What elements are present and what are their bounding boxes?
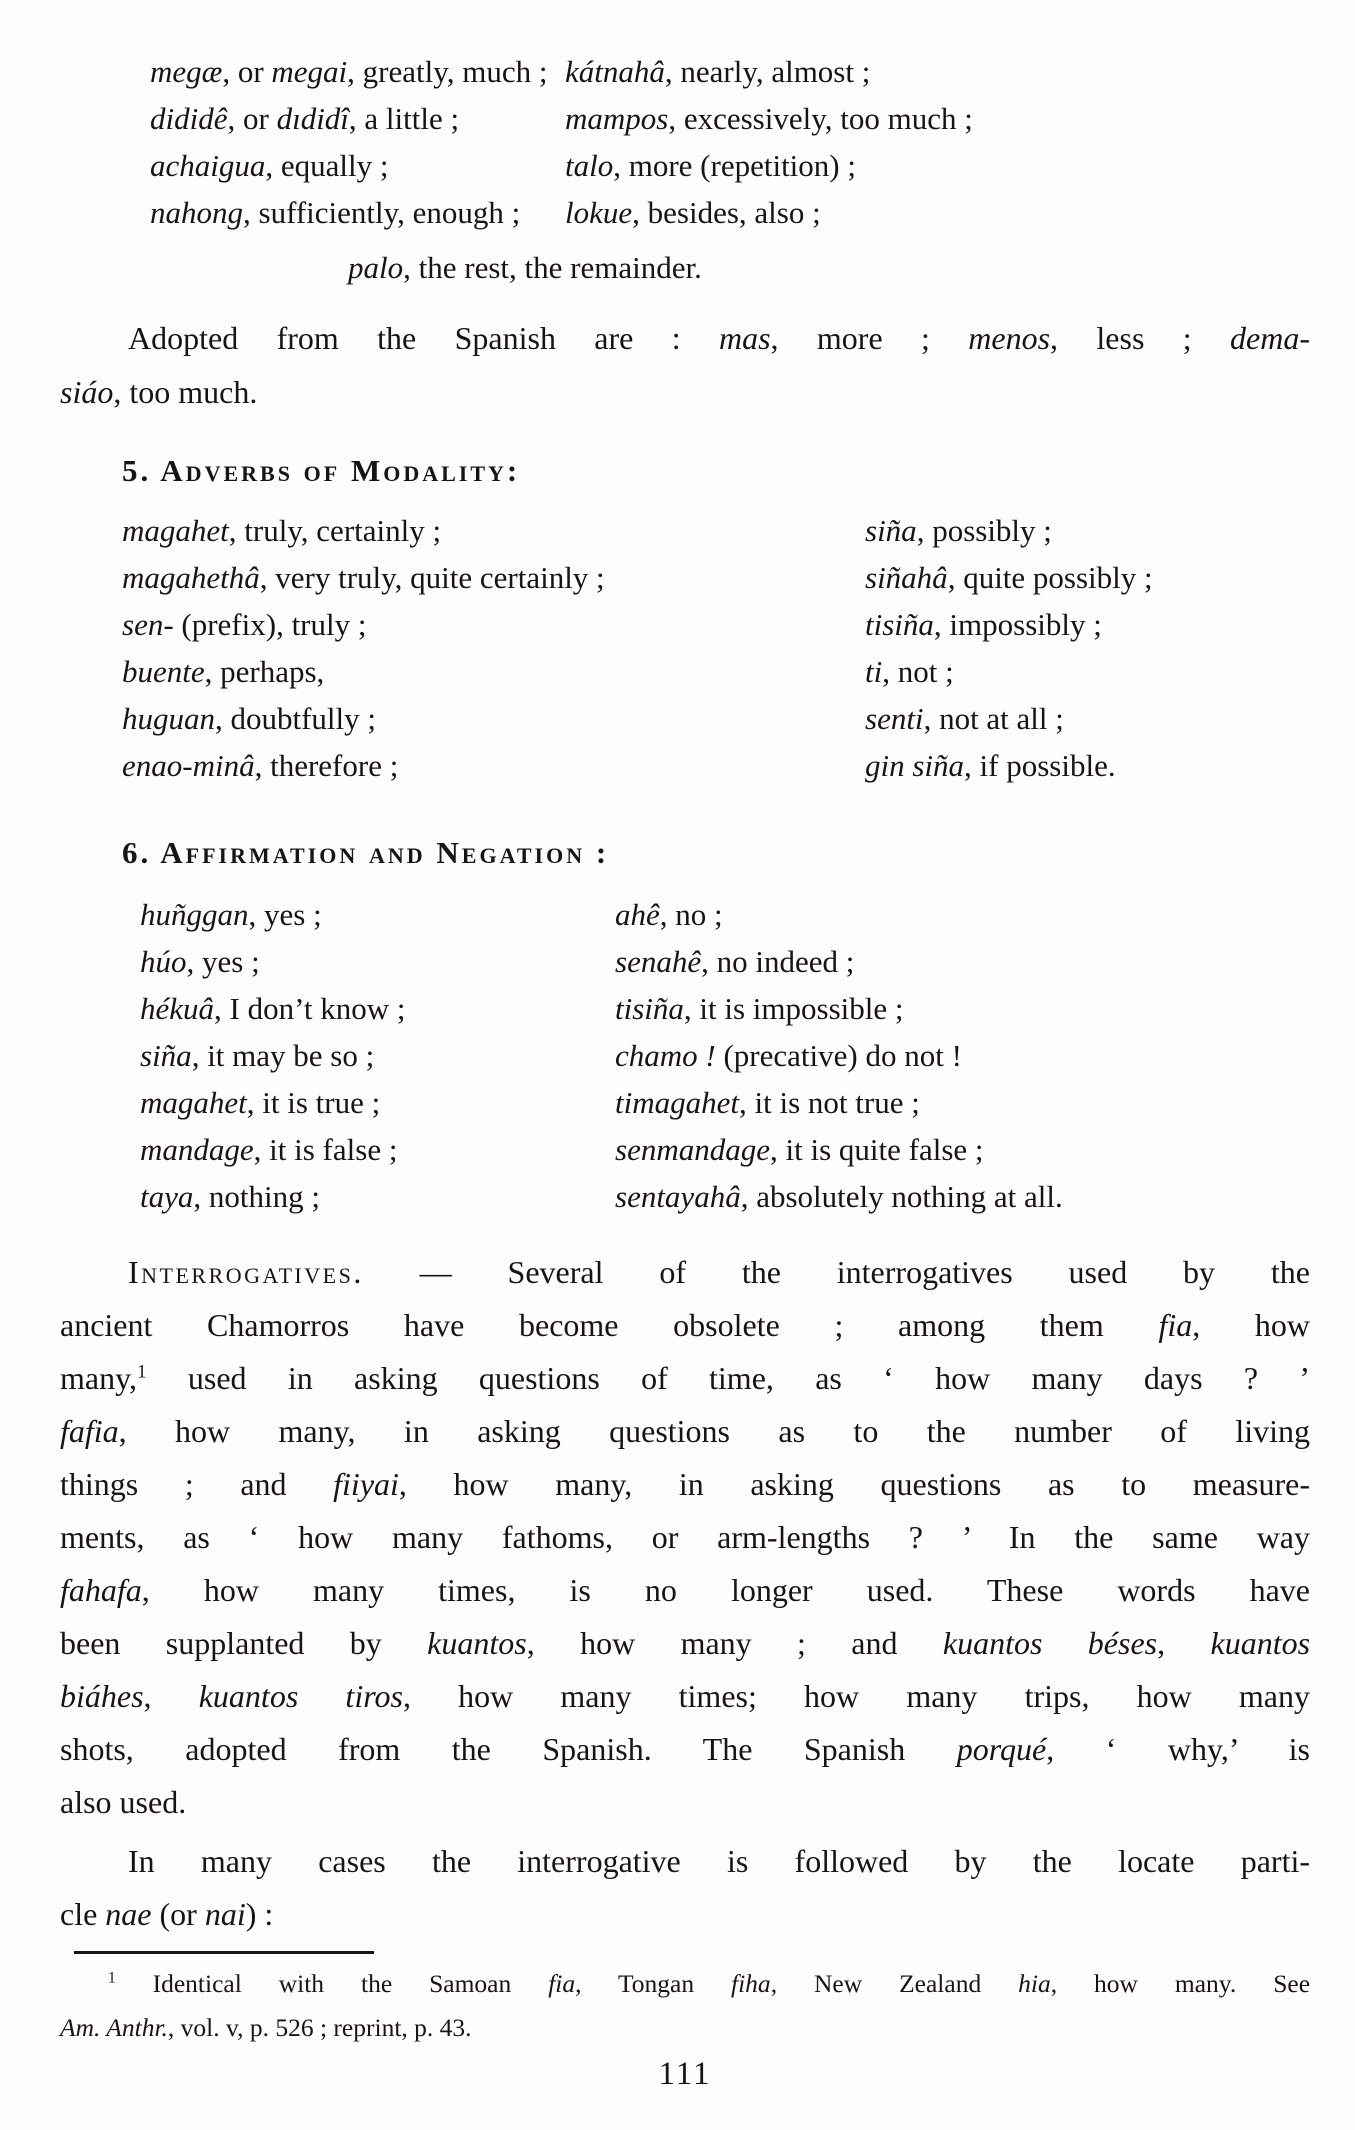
text-segment: fafia: [60, 1413, 119, 1449]
text-segment: siáo: [60, 374, 114, 410]
text-segment: lokue: [565, 195, 633, 230]
vocab-section-degree: [60, 48, 1310, 291]
vocab-columns: [60, 48, 1310, 236]
text-line: [150, 142, 565, 189]
text-segment: , impossibly ;: [933, 607, 1102, 642]
text-segment: , more (repetition) ;: [613, 148, 856, 183]
text-segment: nae: [105, 1896, 152, 1932]
text-segment: senti: [865, 701, 924, 736]
text-segment: Interrogatives.: [128, 1254, 364, 1290]
text-line: [60, 1670, 1310, 1723]
text-segment: , no indeed ;: [701, 944, 855, 979]
text-segment: things ; and: [60, 1466, 334, 1502]
text-segment: talo: [565, 148, 614, 183]
section-heading-adverbs-of-modality: 5. Adverbs of Modality:: [122, 453, 521, 488]
text-segment: nai: [204, 1896, 246, 1932]
text-segment: sentayahâ: [615, 1179, 741, 1214]
vocab-section-modality: [60, 507, 1310, 789]
text-segment: hia: [1018, 1969, 1051, 1998]
text-segment: sen-: [122, 607, 174, 642]
page-number: 111: [658, 2056, 712, 2092]
text-segment: , quite possibly ;: [947, 560, 1153, 595]
text-segment: Am. Anthr.: [60, 2013, 168, 2042]
text-line: [565, 142, 1310, 189]
text-segment: fia: [1158, 1307, 1193, 1343]
text-line: [122, 601, 865, 648]
text-segment: 1: [137, 1361, 147, 1383]
text-line: [348, 244, 1310, 291]
text-segment: , vol. v, p. 526 ; reprint, p. 43.: [167, 2013, 472, 2042]
text-segment: hékuâ: [140, 991, 215, 1026]
text-segment: menos: [968, 320, 1051, 356]
text-segment: — Several of the interrogatives used by the: [363, 1254, 1310, 1290]
text-segment: , yes ;: [248, 897, 322, 932]
text-segment: biáhes: [60, 1678, 144, 1714]
text-segment: kuantos: [427, 1625, 527, 1661]
text-line: [60, 1352, 1310, 1405]
text-segment: gin siña: [865, 748, 965, 783]
text-segment: siña: [865, 513, 917, 548]
text-line: [615, 1173, 1310, 1220]
footnote: [60, 1962, 1310, 2050]
text-segment: , it is not true ;: [739, 1085, 920, 1120]
text-segment: megæ: [150, 54, 223, 89]
text-segment: , therefore ;: [254, 748, 399, 783]
paragraph-interrogatives: [60, 1246, 1310, 1829]
text-segment: palo: [348, 250, 404, 285]
text-segment: , more ;: [770, 320, 969, 356]
text-line: [615, 891, 1310, 938]
text-segment: ments, as ‘ how many fathoms, or arm-lengths ? ’ In the same way: [60, 1519, 1310, 1555]
text-segment: siñahâ: [865, 560, 948, 595]
text-segment: , besides, also ;: [632, 195, 821, 230]
text-segment: magahet: [140, 1085, 247, 1120]
text-segment: , no ;: [659, 897, 723, 932]
text-segment: Identical with the Samoan: [115, 1969, 549, 1998]
vocab-columns: [60, 507, 1310, 789]
text-segment: húo: [140, 944, 187, 979]
text-segment: , yes ;: [186, 944, 260, 979]
text-segment: , how many, in asking questions as to measure-: [398, 1466, 1311, 1502]
text-segment: nahong: [150, 195, 243, 230]
text-line: [150, 95, 565, 142]
text-line: [60, 1511, 1310, 1564]
text-line: [122, 648, 865, 695]
text-segment: senmandage: [615, 1132, 770, 1167]
text-segment: , it may be so ;: [191, 1038, 375, 1073]
text-segment: , or: [222, 54, 272, 89]
text-segment: kuantos béses: [942, 1625, 1158, 1661]
vocab-column-left: [122, 507, 865, 789]
vocab-section-affirmation: [60, 891, 1310, 1220]
text-line: [865, 648, 1310, 695]
text-segment: , nearly, almost ;: [664, 54, 871, 89]
text-segment: huñggan: [140, 897, 249, 932]
text-line: [122, 695, 865, 742]
text-segment: dididê: [150, 101, 228, 136]
paragraph-spanish-loans: [60, 311, 1310, 419]
text-segment: , how many ; and: [526, 1625, 943, 1661]
text-segment: kátnahâ: [565, 54, 665, 89]
text-segment: fia: [548, 1969, 576, 1998]
text-line: [60, 1299, 1310, 1352]
vocab-columns: [60, 891, 1310, 1220]
text-segment: , not at all ;: [923, 701, 1064, 736]
paragraph-locative-particle: [60, 1835, 1310, 1941]
text-segment: ti: [865, 654, 883, 689]
text-segment: , how many times, is no longer used. These words have: [141, 1572, 1310, 1608]
text-segment: , Tongan: [575, 1969, 732, 1998]
text-line: [150, 189, 565, 236]
text-segment: , the rest, the remainder.: [403, 250, 702, 285]
text-segment: , I don’t know ;: [214, 991, 406, 1026]
text-segment: ancient Chamorros have become obsolete ; among them: [60, 1307, 1159, 1343]
text-line: [865, 742, 1310, 789]
text-segment: ahê: [615, 897, 660, 932]
text-line: [140, 1079, 615, 1126]
text-line: [60, 311, 1310, 365]
text-segment: been supplanted by: [60, 1625, 428, 1661]
text-segment: buente: [122, 654, 205, 689]
text-segment: , greatly, much ;: [347, 54, 548, 89]
text-line: [140, 985, 615, 1032]
vocab-column-right: [565, 48, 1310, 236]
text-segment: , equally ;: [265, 148, 389, 183]
text-line: [865, 554, 1310, 601]
text-segment: In many cases the interrogative is followed by the locate parti-: [128, 1843, 1310, 1879]
text-segment: used in asking questions of time, as ‘ how many days ? ’: [146, 1360, 1310, 1396]
text-segment: , truly, certainly ;: [228, 513, 442, 548]
text-line: [60, 1888, 1310, 1941]
text-line: [865, 695, 1310, 742]
text-segment: , nothing ;: [193, 1179, 320, 1214]
text-line: [140, 891, 615, 938]
text-segment: , doubtfully ;: [215, 701, 377, 736]
text-line: [565, 48, 1310, 95]
text-segment: , absolutely nothing at all.: [740, 1179, 1063, 1214]
text-segment: , sufficiently, enough ;: [243, 195, 521, 230]
text-segment: , too much.: [113, 374, 258, 410]
text-line: [122, 554, 865, 601]
footnote-rule: [74, 1951, 374, 1954]
text-segment: ,: [1157, 1625, 1211, 1661]
text-segment: megai: [271, 54, 348, 89]
text-segment: ,: [143, 1678, 199, 1714]
text-line: [565, 95, 1310, 142]
text-segment: , not ;: [882, 654, 954, 689]
text-segment: ) :: [245, 1896, 274, 1932]
text-line: [140, 938, 615, 985]
text-line: [565, 189, 1310, 236]
text-line: [615, 1079, 1310, 1126]
text-segment: magahet: [122, 513, 229, 548]
text-segment: dema-: [1230, 320, 1311, 356]
text-segment: , possibly ;: [916, 513, 1052, 548]
text-segment: enao-minâ: [122, 748, 255, 783]
text-segment: kuantos tiros: [198, 1678, 403, 1714]
text-line: [60, 1835, 1310, 1888]
text-segment: , excessively, too much ;: [668, 101, 973, 136]
text-segment: kuantos: [1210, 1625, 1311, 1661]
text-segment: cle: [60, 1896, 106, 1932]
text-segment: dıdidî: [276, 101, 349, 136]
text-segment: senahê: [615, 944, 702, 979]
text-segment: , or: [227, 101, 277, 136]
text-segment: tisiña: [615, 991, 684, 1026]
text-line: [60, 1962, 1310, 2006]
text-segment: fahafa: [60, 1572, 142, 1608]
text-segment: (or: [151, 1896, 205, 1932]
text-segment: mas: [718, 320, 771, 356]
text-line: [60, 1458, 1310, 1511]
vocab-column-left: [140, 891, 615, 1220]
text-segment: fiiyai: [333, 1466, 399, 1502]
text-line: [865, 601, 1310, 648]
text-segment: , New Zealand: [770, 1969, 1019, 1998]
text-segment: , how many times; how many trips, how many: [402, 1678, 1311, 1714]
text-segment: , it is true ;: [246, 1085, 381, 1120]
text-segment: , ‘ why,’ is: [1046, 1731, 1311, 1767]
text-line: [140, 1032, 615, 1079]
text-line: [615, 1032, 1310, 1079]
text-segment: siña: [140, 1038, 192, 1073]
text-segment: , how many. See: [1050, 1969, 1311, 1998]
text-segment: , a little ;: [348, 101, 460, 136]
vocab-column-right: [865, 507, 1310, 789]
text-segment: magahethâ: [122, 560, 260, 595]
text-segment: also used.: [60, 1784, 187, 1820]
text-segment: chamo !: [615, 1038, 716, 1073]
vocab-column-right: [615, 891, 1310, 1220]
text-line: [122, 742, 865, 789]
vocab-centered-line: [348, 244, 1310, 291]
text-segment: huguan: [122, 701, 215, 736]
text-segment: tisiña: [865, 607, 934, 642]
section-heading-affirmation-and-negation: 6. Affirmation and Negation :: [122, 835, 610, 870]
text-segment: achaigua: [150, 148, 266, 183]
text-segment: , if possible.: [964, 748, 1116, 783]
text-segment: taya: [140, 1179, 194, 1214]
text-segment: porqué: [956, 1731, 1047, 1767]
text-segment: timagahet: [615, 1085, 739, 1120]
vocab-column-left: [150, 48, 565, 236]
text-segment: mandage: [140, 1132, 254, 1167]
text-line: [140, 1126, 615, 1173]
text-segment: 1: [108, 1969, 116, 1987]
text-segment: fiha: [731, 1969, 771, 1998]
text-line: [140, 1173, 615, 1220]
text-segment: mampos: [565, 101, 669, 136]
text-segment: many,: [60, 1360, 138, 1396]
text-line: [865, 507, 1310, 554]
text-segment: (prefix), truly ;: [173, 607, 367, 642]
text-line: [60, 1564, 1310, 1617]
text-line: [60, 1246, 1310, 1299]
text-segment: shots, adopted from the Spanish. The Spanish: [60, 1731, 957, 1767]
text-line: [60, 1405, 1310, 1458]
text-line: [60, 1617, 1310, 1670]
text-segment: , perhaps,: [204, 654, 325, 689]
text-segment: , less ;: [1050, 320, 1231, 356]
text-line: [615, 938, 1310, 985]
text-segment: , it is impossible ;: [683, 991, 904, 1026]
text-segment: , how many, in asking questions as to the number of living: [118, 1413, 1310, 1449]
text-line: [615, 1126, 1310, 1173]
text-segment: Adopted from the Spanish are :: [128, 320, 719, 356]
text-line: [60, 1723, 1310, 1776]
text-line: [150, 48, 565, 95]
text-line: [60, 365, 1310, 419]
text-segment: (precative) do not !: [715, 1038, 962, 1073]
text-line: [60, 1776, 1310, 1829]
text-line: [615, 985, 1310, 1032]
text-segment: , very truly, quite certainly ;: [259, 560, 605, 595]
text-segment: , it is false ;: [253, 1132, 398, 1167]
text-segment: , how: [1192, 1307, 1311, 1343]
text-line: [122, 507, 865, 554]
text-segment: , it is quite false ;: [769, 1132, 984, 1167]
text-line: [60, 2006, 1310, 2050]
